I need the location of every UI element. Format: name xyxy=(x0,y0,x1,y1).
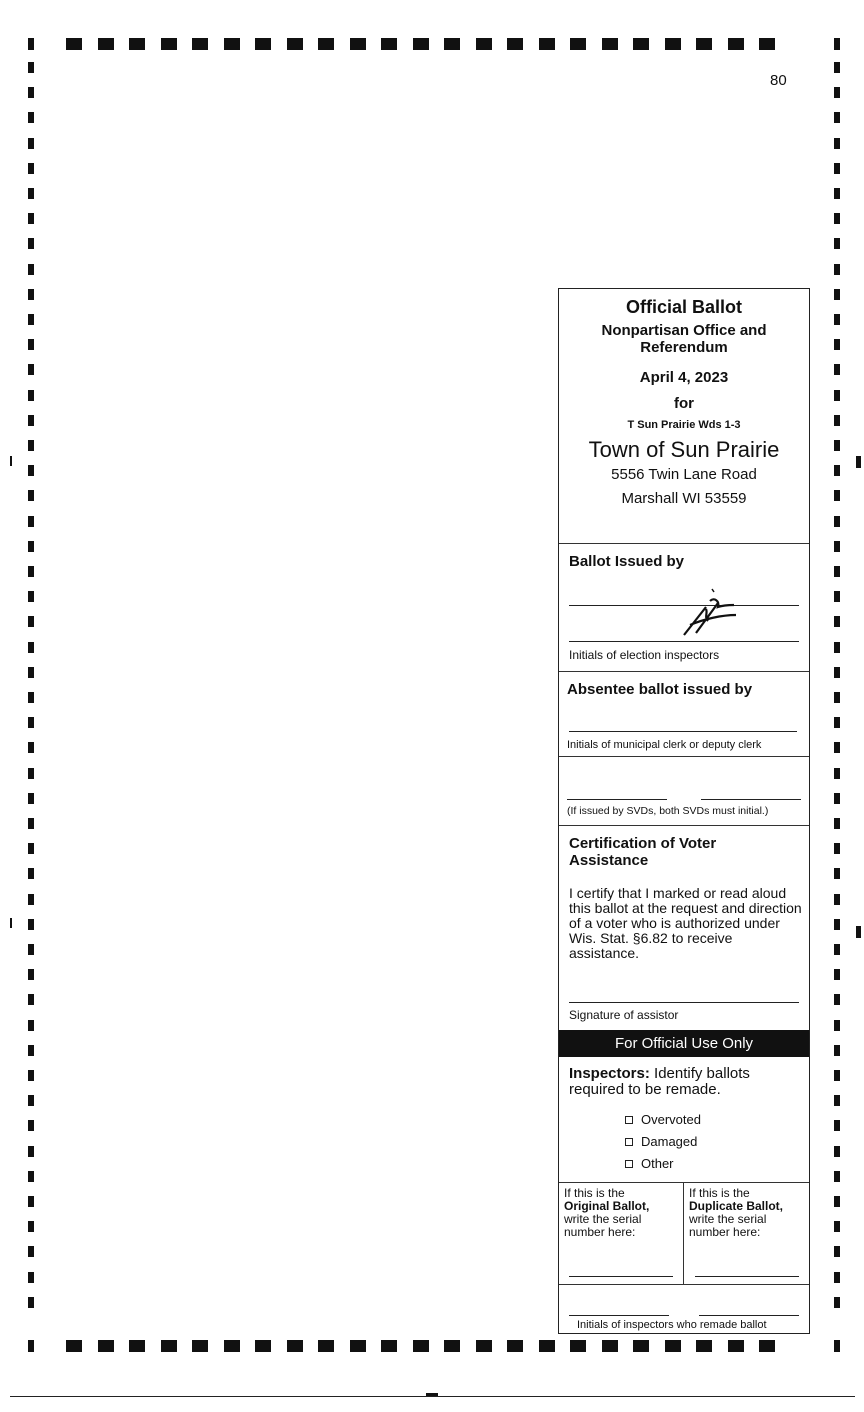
timing-mark xyxy=(129,1340,145,1352)
timing-mark xyxy=(856,456,861,468)
timing-mark xyxy=(28,490,34,501)
timing-mark xyxy=(28,868,34,879)
svd-signature-line-2 xyxy=(701,799,801,800)
timing-mark xyxy=(834,1095,840,1106)
timing-mark xyxy=(28,264,34,275)
timing-mark xyxy=(834,1221,840,1232)
timing-mark xyxy=(28,1340,34,1352)
timing-mark xyxy=(381,1340,397,1352)
address-line-1: 5556 Twin Lane Road xyxy=(611,466,757,483)
timing-mark xyxy=(28,818,34,829)
timing-mark xyxy=(192,1340,208,1352)
timing-mark xyxy=(834,818,840,829)
timing-mark xyxy=(834,1045,840,1056)
ballot-issued-caption: Initials of election inspectors xyxy=(569,648,720,662)
timing-mark xyxy=(28,894,34,905)
timing-mark xyxy=(28,1146,34,1157)
timing-mark xyxy=(728,38,744,50)
duplicate-serial-line xyxy=(695,1276,799,1277)
timing-mark xyxy=(834,1196,840,1207)
timing-mark xyxy=(834,415,840,426)
timing-mark xyxy=(350,1340,366,1352)
timing-mark xyxy=(834,390,840,401)
option-damaged[interactable] xyxy=(625,1134,697,1149)
divider xyxy=(559,1284,809,1285)
timing-mark xyxy=(834,667,840,678)
timing-mark xyxy=(28,1196,34,1207)
timing-mark xyxy=(834,541,840,552)
timing-mark xyxy=(834,38,840,50)
timing-mark xyxy=(28,969,34,980)
timing-mark xyxy=(28,314,34,325)
timing-mark xyxy=(161,38,177,50)
timing-mark xyxy=(28,591,34,602)
timing-mark xyxy=(28,994,34,1005)
timing-mark xyxy=(834,843,840,854)
timing-mark xyxy=(834,87,840,98)
timing-mark xyxy=(66,38,82,50)
for-label: for xyxy=(674,395,694,412)
timing-mark xyxy=(28,768,34,779)
timing-mark xyxy=(539,1340,555,1352)
timing-mark xyxy=(834,919,840,930)
timing-mark xyxy=(834,163,840,174)
timing-mark xyxy=(834,188,840,199)
timing-mark xyxy=(28,793,34,804)
option-label: Overvoted xyxy=(641,1112,701,1127)
divider xyxy=(559,825,809,826)
timing-mark xyxy=(602,1340,618,1352)
inspectors-text: Identify ballots required to be remade. xyxy=(569,1065,750,1098)
original-pre: If this is the xyxy=(564,1186,625,1200)
timing-mark xyxy=(28,1221,34,1232)
timing-mark xyxy=(570,1340,586,1352)
timing-mark xyxy=(28,138,34,149)
timing-mark xyxy=(28,163,34,174)
timing-mark xyxy=(28,1297,34,1308)
timing-mark xyxy=(856,926,861,938)
timing-mark xyxy=(834,1171,840,1182)
checkbox[interactable] xyxy=(625,1138,633,1146)
original-ballot-instruction xyxy=(564,1187,679,1239)
absentee-caption: Initials of municipal clerk or deputy clerk xyxy=(567,739,762,751)
signature-line xyxy=(569,731,797,732)
inspectors-instruction xyxy=(569,1066,804,1098)
certification-title: Certification of Voter Assistance xyxy=(569,835,717,869)
timing-mark xyxy=(28,1095,34,1106)
timing-mark xyxy=(834,440,840,451)
remade-initials-line-2 xyxy=(699,1315,799,1316)
timing-mark xyxy=(28,87,34,98)
timing-mark xyxy=(28,465,34,476)
original-serial-line xyxy=(569,1276,673,1277)
timing-mark xyxy=(255,38,271,50)
ballot-stub xyxy=(558,288,810,1334)
timing-mark xyxy=(834,213,840,224)
timing-mark xyxy=(28,38,34,50)
ward-label: T Sun Prairie Wds 1-3 xyxy=(627,419,741,431)
timing-mark xyxy=(834,516,840,527)
timing-mark xyxy=(413,1340,429,1352)
ballot-subtitle: Nonpartisan Office and Referendum xyxy=(601,322,767,356)
timing-mark xyxy=(834,62,840,73)
timing-mark xyxy=(318,38,334,50)
timing-mark xyxy=(834,314,840,325)
timing-mark xyxy=(161,1340,177,1352)
timing-mark xyxy=(834,566,840,577)
divider xyxy=(559,756,809,757)
timing-mark xyxy=(834,793,840,804)
timing-mark xyxy=(28,742,34,753)
timing-mark xyxy=(66,1340,82,1352)
timing-mark xyxy=(28,390,34,401)
timing-mark xyxy=(318,1340,334,1352)
option-label: Damaged xyxy=(641,1134,698,1149)
checkbox[interactable] xyxy=(625,1160,633,1168)
timing-mark xyxy=(192,38,208,50)
timing-mark xyxy=(834,894,840,905)
timing-mark xyxy=(28,188,34,199)
ballot-title: Official Ballot xyxy=(625,297,742,317)
remade-initials-line-1 xyxy=(569,1315,669,1316)
timing-mark xyxy=(28,944,34,955)
timing-mark xyxy=(98,1340,114,1352)
timing-mark xyxy=(834,768,840,779)
timing-mark xyxy=(28,238,34,249)
ballot-issued-title: Ballot Issued by xyxy=(569,553,685,570)
duplicate-pre: If this is the xyxy=(689,1186,750,1200)
timing-mark xyxy=(28,1272,34,1283)
timing-mark xyxy=(381,38,397,50)
option-label: Other xyxy=(641,1156,674,1171)
original-bold: Original Ballot, xyxy=(564,1199,650,1213)
timing-mark xyxy=(28,415,34,426)
timing-mark xyxy=(98,38,114,50)
timing-mark xyxy=(834,1272,840,1283)
timing-mark xyxy=(413,38,429,50)
timing-mark xyxy=(224,38,240,50)
timing-mark xyxy=(28,1246,34,1257)
duplicate-bold: Duplicate Ballot, xyxy=(689,1199,784,1213)
timing-mark xyxy=(834,465,840,476)
signature-line xyxy=(569,1002,799,1003)
timing-mark xyxy=(28,692,34,703)
timing-mark xyxy=(444,38,460,50)
timing-mark xyxy=(834,1340,840,1352)
timing-mark xyxy=(444,1340,460,1352)
timing-mark xyxy=(834,264,840,275)
timing-mark xyxy=(28,642,34,653)
timing-mark xyxy=(28,289,34,300)
remade-caption: Initials of inspectors who remade ballot xyxy=(577,1319,767,1331)
election-date: April 4, 2023 xyxy=(639,369,729,386)
timing-mark xyxy=(28,516,34,527)
timing-mark xyxy=(834,969,840,980)
timing-mark xyxy=(759,38,775,50)
timing-mark xyxy=(834,692,840,703)
inspector-signature xyxy=(674,587,744,639)
timing-mark xyxy=(287,38,303,50)
page-number: 80 xyxy=(770,72,787,89)
option-overvoted[interactable] xyxy=(625,1112,701,1127)
timing-mark xyxy=(834,591,840,602)
timing-mark xyxy=(28,112,34,123)
timing-mark xyxy=(28,919,34,930)
timing-mark xyxy=(224,1340,240,1352)
timing-mark xyxy=(602,38,618,50)
timing-mark xyxy=(696,38,712,50)
timing-mark xyxy=(834,1120,840,1131)
timing-mark xyxy=(834,616,840,627)
timing-mark xyxy=(476,38,492,50)
timing-mark xyxy=(834,112,840,123)
timing-mark xyxy=(28,364,34,375)
timing-mark xyxy=(507,38,523,50)
timing-mark xyxy=(834,1297,840,1308)
column-divider xyxy=(683,1182,684,1284)
timing-mark xyxy=(834,717,840,728)
timing-mark xyxy=(10,456,12,466)
svd-signature-line-1 xyxy=(567,799,667,800)
timing-mark xyxy=(665,1340,681,1352)
timing-mark xyxy=(834,994,840,1005)
bottom-rule xyxy=(10,1396,855,1397)
timing-mark xyxy=(633,38,649,50)
timing-mark xyxy=(28,62,34,73)
timing-mark xyxy=(10,918,12,928)
timing-mark xyxy=(834,944,840,955)
town-name: Town of Sun Prairie xyxy=(588,437,780,462)
timing-mark xyxy=(539,38,555,50)
timing-mark xyxy=(834,742,840,753)
signature-line xyxy=(569,641,799,642)
duplicate-ballot-instruction xyxy=(689,1187,804,1239)
timing-mark xyxy=(633,1340,649,1352)
timing-mark xyxy=(28,541,34,552)
timing-mark xyxy=(834,868,840,879)
timing-mark xyxy=(507,1340,523,1352)
divider xyxy=(559,671,809,672)
timing-mark xyxy=(129,38,145,50)
timing-mark xyxy=(834,490,840,501)
timing-mark xyxy=(696,1340,712,1352)
checkbox[interactable] xyxy=(625,1116,633,1124)
timing-mark xyxy=(350,38,366,50)
duplicate-post: write the serial number here: xyxy=(689,1212,767,1239)
timing-mark xyxy=(28,717,34,728)
timing-mark xyxy=(28,1045,34,1056)
timing-mark xyxy=(834,1070,840,1081)
timing-mark xyxy=(834,1020,840,1031)
timing-mark xyxy=(28,1020,34,1031)
address-line-2: Marshall WI 53559 xyxy=(621,490,747,507)
timing-mark xyxy=(759,1340,775,1352)
timing-mark xyxy=(28,1171,34,1182)
timing-mark xyxy=(834,1246,840,1257)
timing-mark xyxy=(834,364,840,375)
timing-mark xyxy=(28,1070,34,1081)
inspectors-label: Inspectors: xyxy=(569,1065,650,1082)
timing-mark xyxy=(28,667,34,678)
timing-mark xyxy=(834,289,840,300)
divider xyxy=(559,1182,809,1183)
timing-mark xyxy=(28,339,34,350)
timing-mark xyxy=(28,566,34,577)
official-use-bar: For Official Use Only xyxy=(559,1030,809,1057)
assistor-caption: Signature of assistor xyxy=(569,1008,679,1022)
timing-mark xyxy=(728,1340,744,1352)
timing-mark xyxy=(665,38,681,50)
original-post: write the serial number here: xyxy=(564,1212,642,1239)
timing-mark xyxy=(834,138,840,149)
timing-mark xyxy=(570,38,586,50)
timing-mark xyxy=(476,1340,492,1352)
timing-mark xyxy=(834,238,840,249)
timing-mark xyxy=(834,1146,840,1157)
timing-mark xyxy=(28,213,34,224)
timing-mark xyxy=(287,1340,303,1352)
divider xyxy=(559,543,809,544)
timing-mark xyxy=(28,616,34,627)
timing-mark xyxy=(834,642,840,653)
timing-mark xyxy=(28,1120,34,1131)
certification-text: I certify that I marked or read aloud this ballot at the request and direction of a voter who is authorized under Wis. Stat. §6.82 to receive assistance. xyxy=(569,885,802,961)
timing-mark xyxy=(28,440,34,451)
timing-mark xyxy=(28,843,34,854)
option-other[interactable] xyxy=(625,1156,674,1171)
timing-mark xyxy=(255,1340,271,1352)
timing-mark xyxy=(834,339,840,350)
absentee-title: Absentee ballot issued by xyxy=(567,681,753,698)
svd-caption: (If issued by SVDs, both SVDs must initial.) xyxy=(567,805,769,817)
